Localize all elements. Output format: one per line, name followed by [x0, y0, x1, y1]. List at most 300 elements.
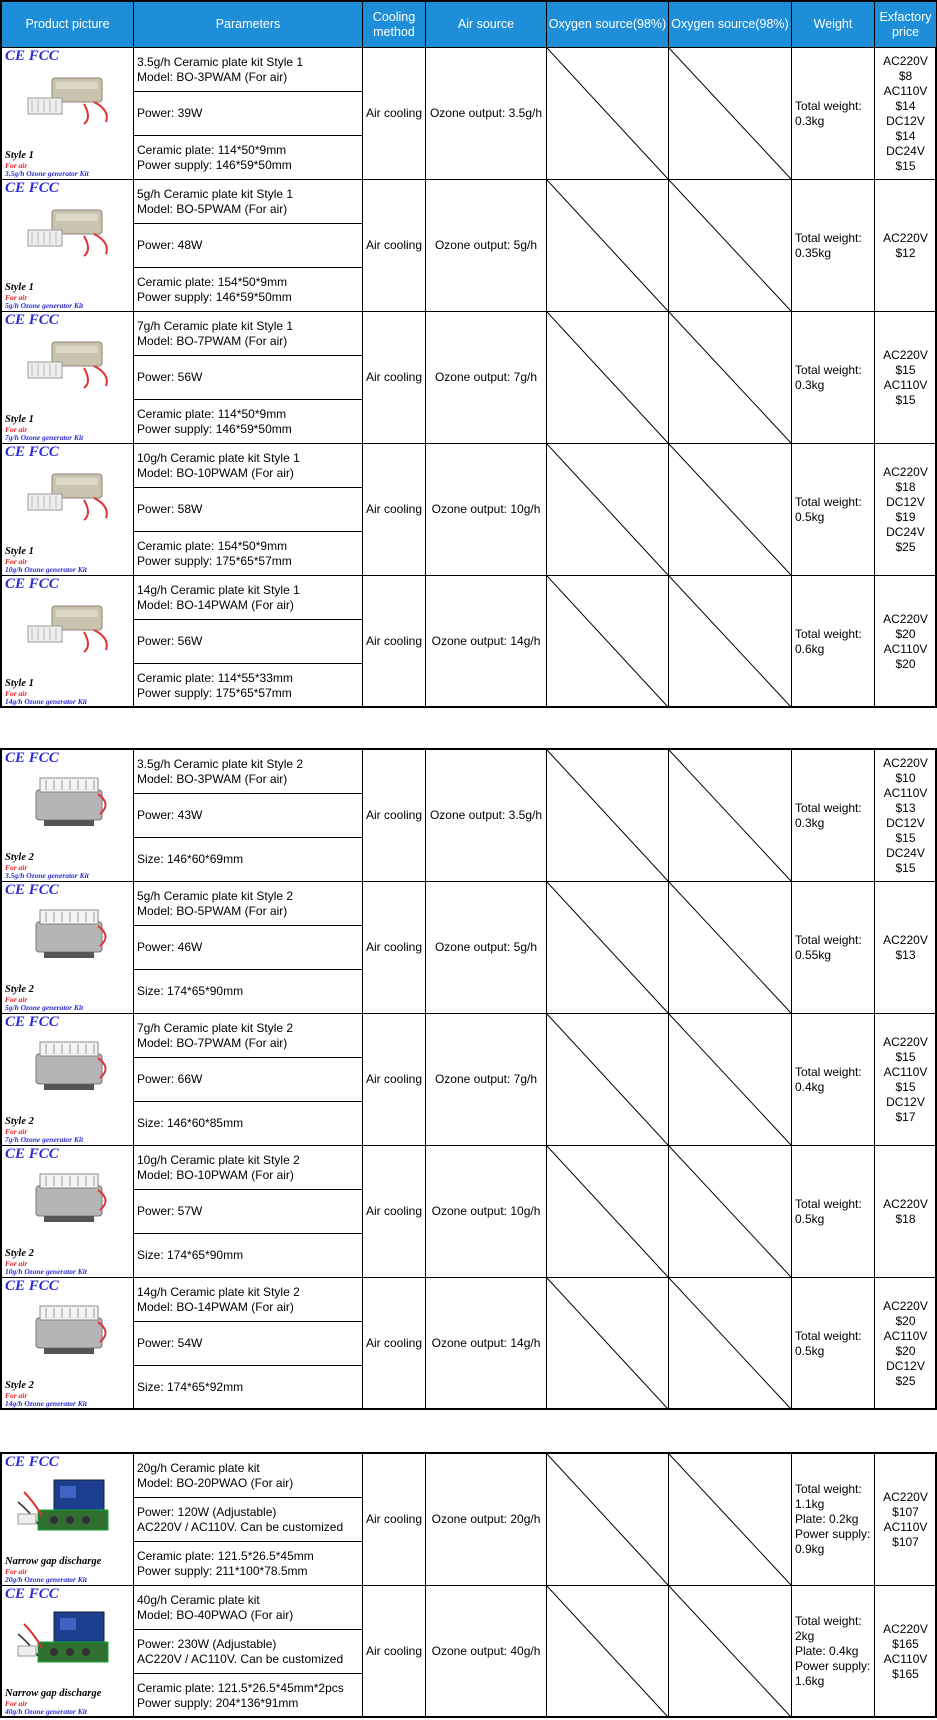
air-source-text: Ozone output: 5g/h: [434, 238, 538, 252]
cooling-method-text: Air cooling: [365, 1336, 423, 1350]
weight-cell: [792, 576, 875, 708]
parameter-cell: [134, 970, 363, 1014]
parameter-text: Power: 43W: [137, 808, 203, 822]
not-applicable-diagonal: [547, 1454, 668, 1585]
picture-kit-caption: 40g/h Ozone generator Kit: [5, 1707, 87, 1716]
parameter-cell: [134, 1454, 363, 1498]
oxygen-source-cell-1: [547, 1014, 669, 1146]
ceramic-plate-kit-style2-image: [14, 1296, 124, 1366]
header-label: Exfactory price: [879, 9, 932, 39]
weight-text: Total weight: 2kg Plate: 0.4kg Power supply: 1.6kg: [795, 1614, 871, 1688]
weight-cell: [792, 1146, 875, 1278]
picture-for-air-caption: For air: [5, 1127, 28, 1136]
price-cell: [875, 312, 937, 444]
price-cell: [875, 1454, 937, 1586]
parameter-text: 20g/h Ceramic plate kit Model: BO-20PWAO (For air): [137, 1460, 294, 1490]
ce-fcc-mark: CE FCC: [5, 48, 59, 64]
parameter-cell: [134, 1190, 363, 1234]
cooling-method-text: Air cooling: [365, 1204, 423, 1218]
price-cell: [875, 882, 937, 1014]
not-applicable-diagonal: [669, 1586, 791, 1717]
parameter-cell: [134, 136, 363, 180]
parameter-text: 40g/h Ceramic plate kit Model: BO-40PWAO (For air): [137, 1592, 294, 1622]
product-picture-cell: [2, 1278, 134, 1410]
price-text: AC220V $15 AC110V $15 DC12V $17: [883, 1034, 928, 1124]
header-product-picture: [2, 2, 134, 48]
picture-for-air-caption: For air: [5, 425, 28, 434]
air-source-text: Ozone output: 10g/h: [431, 502, 541, 516]
product-picture-cell: [2, 750, 134, 882]
air-source-cell: [426, 1146, 547, 1278]
cooling-method-cell: [363, 444, 426, 576]
product-picture-cell: [2, 312, 134, 444]
air-source-cell: [426, 180, 547, 312]
weight-cell: [792, 180, 875, 312]
oxygen-source-cell-1: [547, 882, 669, 1014]
weight-text: Total weight: 1.1kg Plate: 0.2kg Power supply: 0.9kg: [795, 1482, 871, 1556]
cooling-method-text: Air cooling: [365, 370, 423, 384]
not-applicable-diagonal: [669, 1014, 791, 1145]
parameter-text: 5g/h Ceramic plate kit Style 1 Model: BO-5PWAM (For air): [137, 186, 294, 216]
air-source-text: Ozone output: 3.5g/h: [429, 808, 543, 822]
weight-cell: [792, 1014, 875, 1146]
price-cell: [875, 444, 937, 576]
oxygen-source-cell-1: [547, 312, 669, 444]
picture-for-air-caption: For air: [5, 1259, 28, 1268]
parameter-text: Ceramic plate: 121.5*26.5*45mm*2pcs Power supply: 204*136*91mm: [137, 1680, 344, 1710]
not-applicable-diagonal: [547, 1146, 668, 1277]
weight-text: Total weight: 0.55kg: [795, 932, 862, 962]
cooling-method-cell: [363, 312, 426, 444]
parameter-cell: [134, 576, 363, 620]
ceramic-plate-kit-style1-image: [14, 594, 124, 664]
parameter-text: Ceramic plate: 121.5*26.5*45mm Power supply: 211*100*78.5mm: [137, 1548, 314, 1578]
cooling-method-text: Air cooling: [365, 1072, 423, 1086]
parameter-cell: [134, 664, 363, 708]
parameter-cell: [134, 1322, 363, 1366]
picture-kit-caption: 7g/h Ozone generator Kit: [5, 433, 84, 442]
parameter-cell: [134, 1278, 363, 1322]
oxygen-source-cell-2: [669, 1014, 792, 1146]
narrow-gap-discharge-kit-image: [14, 1604, 124, 1674]
parameter-text: Power: 46W: [137, 940, 203, 954]
oxygen-source-cell-2: [669, 750, 792, 882]
parameter-cell: [134, 1014, 363, 1058]
oxygen-source-cell-2: [669, 444, 792, 576]
not-applicable-diagonal: [547, 576, 668, 707]
air-source-cell: [426, 48, 547, 180]
picture-style-caption: Style 2: [5, 984, 34, 995]
price-cell: [875, 576, 937, 708]
air-source-cell: [426, 444, 547, 576]
weight-text: Total weight: 0.4kg: [795, 1064, 862, 1094]
parameter-cell: [134, 794, 363, 838]
parameter-cell: [134, 224, 363, 268]
picture-kit-caption: 3.5g/h Ozone generator Kit: [5, 871, 89, 880]
oxygen-source-cell-2: [669, 882, 792, 1014]
parameter-cell: [134, 488, 363, 532]
ce-fcc-mark: CE FCC: [5, 882, 59, 898]
ceramic-plate-kit-style1-image: [14, 330, 124, 400]
oxygen-source-cell-2: [669, 1146, 792, 1278]
product-picture-cell: [2, 882, 134, 1014]
weight-text: Total weight: 0.6kg: [795, 626, 862, 656]
parameter-text: Size: 146*60*85mm: [137, 1116, 244, 1130]
picture-style-caption: Narrow gap discharge: [5, 1556, 102, 1567]
parameter-cell: [134, 620, 363, 664]
weight-cell: [792, 882, 875, 1014]
parameter-cell: [134, 1058, 363, 1102]
product-picture-cell: [2, 48, 134, 180]
picture-kit-caption: 5g/h Ozone generator Kit: [5, 301, 84, 310]
parameter-text: 14g/h Ceramic plate kit Style 2 Model: BO-14PWAM (For air): [137, 1284, 300, 1314]
air-source-text: Ozone output: 3.5g/h: [429, 106, 543, 120]
narrow-gap-discharge-kit-image: [14, 1472, 124, 1542]
not-applicable-diagonal: [669, 750, 791, 881]
parameter-text: Power: 56W: [137, 370, 203, 384]
weight-cell: [792, 1454, 875, 1586]
parameter-text: Power: 230W (Adjustable) AC220V / AC110V. Can be customized: [137, 1636, 344, 1666]
parameter-text: Power: 54W: [137, 1336, 203, 1350]
ce-fcc-mark: CE FCC: [5, 576, 59, 592]
ceramic-plate-kit-style1-image: [14, 66, 124, 136]
price-cell: [875, 180, 937, 312]
parameter-text: 7g/h Ceramic plate kit Style 1 Model: BO-7PWAM (For air): [137, 318, 294, 348]
ce-fcc-mark: CE FCC: [5, 750, 59, 766]
parameter-text: Power: 56W: [137, 634, 203, 648]
oxygen-source-cell-2: [669, 48, 792, 180]
picture-for-air-caption: For air: [5, 1567, 28, 1576]
not-applicable-diagonal: [669, 312, 791, 443]
parameter-text: Power: 66W: [137, 1072, 203, 1086]
parameter-text: 5g/h Ceramic plate kit Style 2 Model: BO-5PWAM (For air): [137, 888, 294, 918]
parameter-cell: [134, 532, 363, 576]
ceramic-plate-kit-style2-image: [14, 900, 124, 970]
picture-style-caption: Style 1: [5, 546, 34, 557]
parameter-cell: [134, 1146, 363, 1190]
parameter-cell: [134, 1542, 363, 1586]
picture-for-air-caption: For air: [5, 689, 28, 698]
not-applicable-diagonal: [547, 882, 668, 1013]
picture-for-air-caption: For air: [5, 293, 28, 302]
picture-style-caption: Style 1: [5, 150, 34, 161]
weight-text: Total weight: 0.5kg: [795, 1328, 862, 1358]
air-source-cell: [426, 1014, 547, 1146]
parameter-text: 7g/h Ceramic plate kit Style 2 Model: BO-7PWAM (For air): [137, 1020, 294, 1050]
not-applicable-diagonal: [547, 48, 668, 179]
parameter-cell: [134, 882, 363, 926]
parameter-cell: [134, 1674, 363, 1718]
ce-fcc-mark: CE FCC: [5, 312, 59, 328]
picture-style-caption: Narrow gap discharge: [5, 1688, 102, 1699]
parameter-text: Size: 174*65*92mm: [137, 1380, 244, 1394]
picture-style-caption: Style 1: [5, 414, 34, 425]
not-applicable-diagonal: [669, 180, 791, 311]
cooling-method-text: Air cooling: [365, 634, 423, 648]
ce-fcc-mark: CE FCC: [5, 1586, 59, 1602]
picture-kit-caption: 14g/h Ozone generator Kit: [5, 1399, 87, 1408]
parameter-cell: [134, 444, 363, 488]
air-source-text: Ozone output: 5g/h: [434, 940, 538, 954]
air-source-text: Ozone output: 7g/h: [434, 1072, 538, 1086]
oxygen-source-cell-1: [547, 576, 669, 708]
oxygen-source-cell-1: [547, 1586, 669, 1718]
picture-style-caption: Style 1: [5, 282, 34, 293]
not-applicable-diagonal: [669, 444, 791, 575]
price-text: AC220V $107 AC110V $107: [883, 1489, 928, 1549]
price-cell: [875, 1278, 937, 1410]
not-applicable-diagonal: [547, 1278, 668, 1409]
parameter-text: Ceramic plate: 114*50*9mm Power supply: 146*59*50mm: [137, 406, 292, 436]
parameter-text: Ceramic plate: 154*50*9mm Power supply: 175*65*57mm: [137, 538, 292, 568]
parameter-cell: [134, 92, 363, 136]
price-text: AC220V $15 AC110V $15: [883, 347, 928, 407]
header-oxygen-source-2: [669, 2, 792, 48]
ce-fcc-mark: CE FCC: [5, 1454, 59, 1470]
product-picture-cell: [2, 1014, 134, 1146]
picture-kit-caption: 14g/h Ozone generator Kit: [5, 697, 87, 706]
air-source-text: Ozone output: 14g/h: [431, 634, 541, 648]
ceramic-plate-kit-style1-image: [14, 462, 124, 532]
cooling-method-text: Air cooling: [365, 106, 423, 120]
product-picture-cell: [2, 1586, 134, 1718]
oxygen-source-cell-1: [547, 48, 669, 180]
parameter-text: 14g/h Ceramic plate kit Style 1 Model: BO-14PWAM (For air): [137, 582, 300, 612]
cooling-method-text: Air cooling: [365, 1512, 423, 1526]
not-applicable-diagonal: [669, 1146, 791, 1277]
cooling-method-cell: [363, 1278, 426, 1410]
not-applicable-diagonal: [669, 1278, 791, 1409]
table-block: [0, 748, 937, 1410]
weight-text: Total weight: 0.3kg: [795, 800, 862, 830]
header-oxygen-source-1: [547, 2, 669, 48]
product-picture-cell: [2, 1454, 134, 1586]
weight-text: Total weight: 0.5kg: [795, 494, 862, 524]
picture-for-air-caption: For air: [5, 161, 28, 170]
picture-style-caption: Style 2: [5, 852, 34, 863]
picture-kit-caption: 7g/h Ozone generator Kit: [5, 1135, 84, 1144]
price-text: AC220V $20 AC110V $20: [883, 611, 928, 671]
ce-fcc-mark: CE FCC: [5, 180, 59, 196]
price-text: AC220V $13: [883, 932, 928, 962]
oxygen-source-cell-2: [669, 1278, 792, 1410]
cooling-method-cell: [363, 1586, 426, 1718]
air-source-cell: [426, 312, 547, 444]
header-cooling-method: [363, 2, 426, 48]
parameter-text: Power: 39W: [137, 106, 203, 120]
picture-kit-caption: 5g/h Ozone generator Kit: [5, 1003, 84, 1012]
oxygen-source-cell-1: [547, 444, 669, 576]
not-applicable-diagonal: [547, 444, 668, 575]
price-text: AC220V $18: [883, 1196, 928, 1226]
not-applicable-diagonal: [547, 312, 668, 443]
not-applicable-diagonal: [547, 1014, 668, 1145]
header-label: Air source: [457, 17, 515, 31]
parameter-text: Power: 57W: [137, 1204, 203, 1218]
cooling-method-text: Air cooling: [365, 502, 423, 516]
picture-style-caption: Style 2: [5, 1248, 34, 1259]
oxygen-source-cell-2: [669, 1454, 792, 1586]
price-text: AC220V $12: [883, 230, 928, 260]
air-source-cell: [426, 1454, 547, 1586]
cooling-method-cell: [363, 1146, 426, 1278]
product-picture-cell: [2, 576, 134, 708]
price-text: AC220V $165 AC110V $165: [883, 1621, 928, 1681]
parameter-text: 10g/h Ceramic plate kit Style 1 Model: BO-10PWAM (For air): [137, 450, 300, 480]
parameter-text: Ceramic plate: 154*50*9mm Power supply: 146*59*50mm: [137, 274, 292, 304]
price-cell: [875, 1586, 937, 1718]
header-label: Weight: [813, 17, 853, 31]
air-source-cell: [426, 576, 547, 708]
not-applicable-diagonal: [669, 48, 791, 179]
parameter-cell: [134, 312, 363, 356]
parameter-text: 3.5g/h Ceramic plate kit Style 2 Model: BO-3PWAM (For air): [137, 756, 304, 786]
product-picture-cell: [2, 180, 134, 312]
parameter-cell: [134, 1586, 363, 1630]
air-source-text: Ozone output: 14g/h: [431, 1336, 541, 1350]
parameter-cell: [134, 48, 363, 92]
parameter-cell: [134, 1366, 363, 1410]
picture-style-caption: Style 2: [5, 1380, 34, 1391]
cooling-method-cell: [363, 180, 426, 312]
parameter-cell: [134, 750, 363, 794]
oxygen-source-cell-2: [669, 180, 792, 312]
price-text: AC220V $20 AC110V $20 DC12V $25: [883, 1298, 928, 1388]
picture-for-air-caption: For air: [5, 863, 28, 872]
cooling-method-cell: [363, 882, 426, 1014]
ce-fcc-mark: CE FCC: [5, 1014, 59, 1030]
not-applicable-diagonal: [669, 882, 791, 1013]
weight-text: Total weight: 0.3kg: [795, 98, 862, 128]
cooling-method-cell: [363, 1454, 426, 1586]
air-source-text: Ozone output: 20g/h: [431, 1512, 541, 1526]
cooling-method-cell: [363, 48, 426, 180]
weight-cell: [792, 1586, 875, 1718]
price-cell: [875, 1146, 937, 1278]
parameter-cell: [134, 268, 363, 312]
parameter-cell: [134, 400, 363, 444]
price-cell: [875, 1014, 937, 1146]
cooling-method-text: Air cooling: [365, 808, 423, 822]
parameter-cell: [134, 1102, 363, 1146]
not-applicable-diagonal: [547, 1586, 668, 1717]
ce-fcc-mark: CE FCC: [5, 1146, 59, 1162]
header-label: Parameters: [215, 17, 281, 31]
weight-text: Total weight: 0.3kg: [795, 362, 862, 392]
ceramic-plate-kit-style2-image: [14, 1032, 124, 1102]
oxygen-source-cell-2: [669, 1586, 792, 1718]
oxygen-source-cell-1: [547, 180, 669, 312]
ceramic-plate-kit-style2-image: [14, 768, 124, 838]
not-applicable-diagonal: [669, 576, 791, 707]
parameter-text: 3.5g/h Ceramic plate kit Style 1 Model: BO-3PWAM (For air): [137, 54, 304, 84]
not-applicable-diagonal: [669, 1454, 791, 1585]
parameter-cell: [134, 356, 363, 400]
parameter-text: Power: 48W: [137, 238, 203, 252]
air-source-cell: [426, 882, 547, 1014]
price-text: AC220V $8 AC110V $14 DC12V $14 DC24V $15: [883, 53, 928, 173]
header-air-source: [426, 2, 547, 48]
cooling-method-cell: [363, 1014, 426, 1146]
header-weight: [792, 2, 875, 48]
table-block: [0, 1452, 937, 1718]
weight-text: Total weight: 0.5kg: [795, 1196, 862, 1226]
parameter-text: Power: 120W (Adjustable) AC220V / AC110V. Can be customized: [137, 1504, 344, 1534]
picture-kit-caption: 10g/h Ozone generator Kit: [5, 1267, 87, 1276]
parameter-cell: [134, 180, 363, 224]
picture-kit-caption: 3.5g/h Ozone generator Kit: [5, 169, 89, 178]
weight-text: Total weight: 0.35kg: [795, 230, 862, 260]
air-source-cell: [426, 750, 547, 882]
ceramic-plate-kit-style2-image: [14, 1164, 124, 1234]
price-text: AC220V $18 DC12V $19 DC24V $25: [883, 464, 928, 554]
ceramic-plate-kit-style1-image: [14, 198, 124, 268]
weight-cell: [792, 444, 875, 576]
header-label: Oxygen source(98%): [548, 17, 667, 31]
picture-style-caption: Style 1: [5, 678, 34, 689]
picture-for-air-caption: For air: [5, 995, 28, 1004]
header-label: Oxygen source(98%): [671, 17, 789, 31]
weight-cell: [792, 48, 875, 180]
ce-fcc-mark: CE FCC: [5, 1278, 59, 1294]
parameter-text: Size: 174*65*90mm: [137, 1248, 244, 1262]
cooling-method-cell: [363, 576, 426, 708]
oxygen-source-cell-1: [547, 1146, 669, 1278]
cooling-method-cell: [363, 750, 426, 882]
oxygen-source-cell-1: [547, 1454, 669, 1586]
air-source-cell: [426, 1586, 547, 1718]
not-applicable-diagonal: [547, 750, 668, 881]
parameter-cell: [134, 926, 363, 970]
oxygen-source-cell-1: [547, 1278, 669, 1410]
picture-for-air-caption: For air: [5, 557, 28, 566]
parameter-cell: [134, 1498, 363, 1542]
parameter-cell: [134, 1630, 363, 1674]
air-source-cell: [426, 1278, 547, 1410]
weight-cell: [792, 1278, 875, 1410]
cooling-method-text: Air cooling: [365, 1644, 423, 1658]
parameter-cell: [134, 838, 363, 882]
parameter-text: 10g/h Ceramic plate kit Style 2 Model: BO-10PWAM (For air): [137, 1152, 300, 1182]
header-label: Cooling method: [372, 9, 416, 39]
table-block: [0, 0, 937, 708]
cooling-method-text: Air cooling: [365, 238, 423, 252]
product-picture-cell: [2, 444, 134, 576]
picture-for-air-caption: For air: [5, 1391, 28, 1400]
air-source-text: Ozone output: 7g/h: [434, 370, 538, 384]
weight-cell: [792, 750, 875, 882]
price-text: AC220V $10 AC110V $13 DC12V $15 DC24V $15: [883, 755, 928, 875]
not-applicable-diagonal: [547, 180, 668, 311]
oxygen-source-cell-1: [547, 750, 669, 882]
picture-kit-caption: 20g/h Ozone generator Kit: [5, 1575, 87, 1584]
price-cell: [875, 750, 937, 882]
picture-kit-caption: 10g/h Ozone generator Kit: [5, 565, 87, 574]
weight-cell: [792, 312, 875, 444]
product-picture-cell: [2, 1146, 134, 1278]
header-parameters: [134, 2, 363, 48]
picture-for-air-caption: For air: [5, 1699, 28, 1708]
parameter-text: Ceramic plate: 114*50*9mm Power supply: 146*59*50mm: [137, 142, 292, 172]
parameter-text: Size: 174*65*90mm: [137, 984, 244, 998]
oxygen-source-cell-2: [669, 312, 792, 444]
header-exfactory-price: [875, 2, 937, 48]
picture-style-caption: Style 2: [5, 1116, 34, 1127]
parameter-text: Ceramic plate: 114*55*33mm Power supply: 175*65*57mm: [137, 670, 293, 700]
cooling-method-text: Air cooling: [365, 940, 423, 954]
parameter-text: Size: 146*60*69mm: [137, 852, 244, 866]
header-label: Product picture: [25, 17, 110, 31]
